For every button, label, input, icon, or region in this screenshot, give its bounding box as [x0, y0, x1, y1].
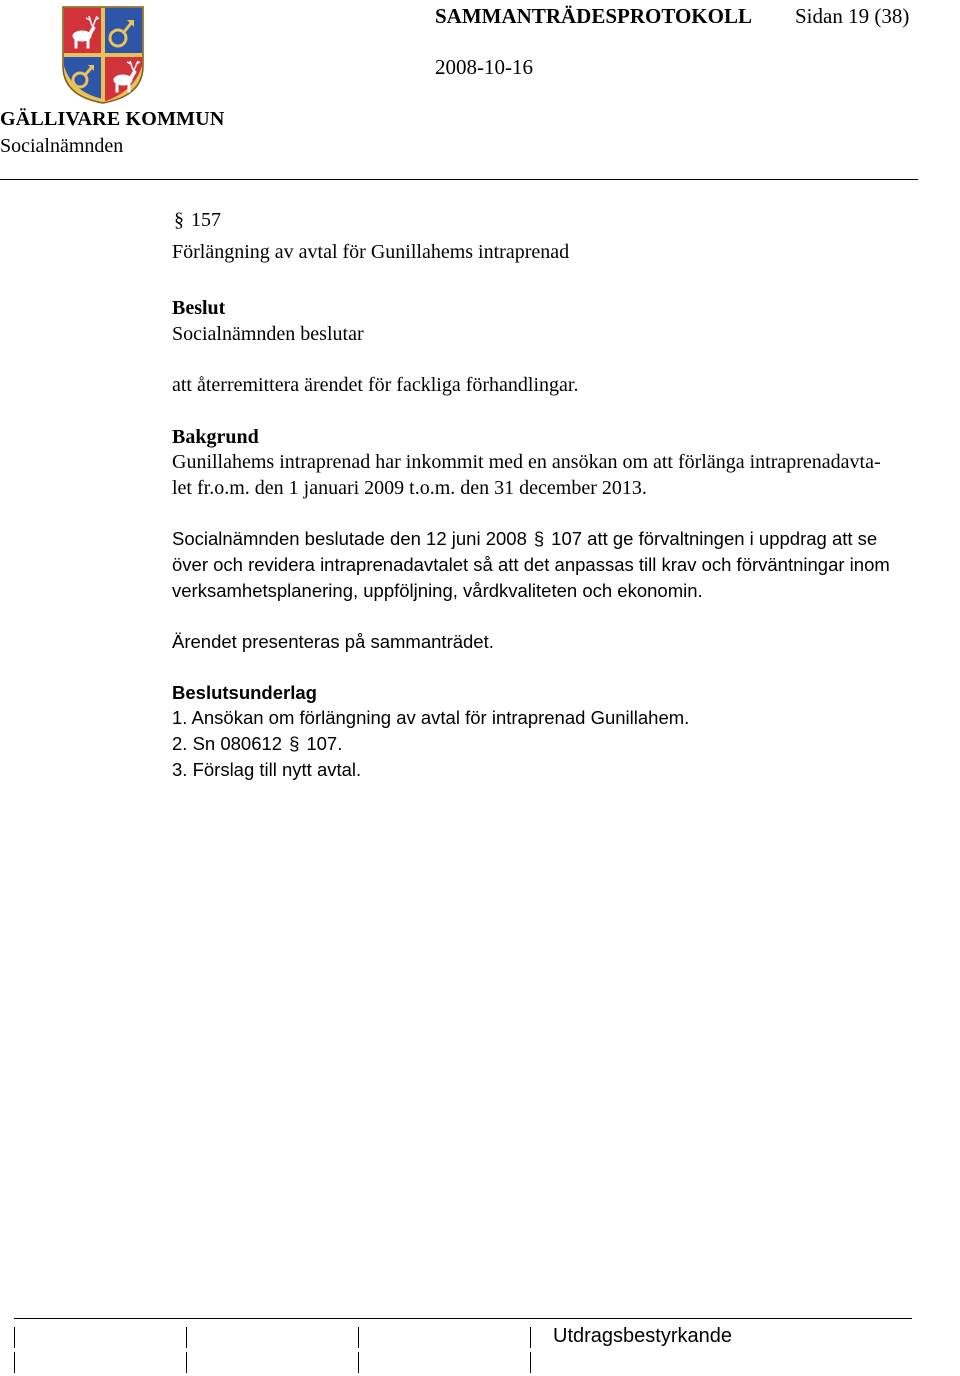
background-paragraph-2-line-3: verksamhetsplanering, uppföljning, vårdkvaliteten och ekonomin.: [172, 580, 703, 601]
section-sign-icon: §: [289, 733, 300, 754]
background-paragraph-2-line-1: Socialnämnden beslutade den 12 juni 2008 § 107 att ge förvaltningen i uppdrag att se: [172, 526, 877, 552]
decision-intro: Socialnämnden beslutar: [172, 323, 364, 345]
document-item-1: 1. Ansökan om förlängning av avtal för intraprenad Gunillahem.: [172, 707, 690, 728]
section-number: § 157: [174, 209, 221, 231]
coat-of-arms-logo: [62, 6, 144, 104]
certification-label: Utdragsbestyrkande: [553, 1325, 732, 1347]
signature-box-divider: [530, 1327, 531, 1348]
signature-box-divider: [186, 1352, 187, 1373]
department-name: Socialnämnden: [0, 135, 124, 157]
signature-box-divider: [186, 1327, 187, 1348]
background-heading: Bakgrund: [172, 426, 259, 448]
decision-heading: Beslut: [172, 297, 226, 319]
documents-heading: Beslutsunderlag: [172, 682, 317, 703]
section-sign-icon: §: [174, 209, 184, 231]
signature-box-divider: [358, 1327, 359, 1348]
header-divider: [0, 179, 918, 180]
document-item-2: 2. Sn 080612 § 107.: [172, 731, 342, 757]
background-paragraph-3: Ärendet presenteras på sammanträdet.: [172, 631, 494, 652]
footer-divider: [14, 1318, 912, 1319]
section-sign-icon: §: [533, 528, 545, 549]
meeting-date: 2008-10-16: [435, 55, 533, 79]
background-line-1: Gunillahems intraprenad har inkommit med en ansökan om att förlänga intraprenadavta-: [172, 451, 881, 473]
document-type: SAMMANTRÄDESPROTOKOLL: [435, 4, 752, 28]
background-line-2: let fr.o.m. den 1 januari 2009 t.o.m. den 31 december 2013.: [172, 477, 647, 499]
background-paragraph-2-line-2: över och revidera intraprenadavtalet så att det anpassas till krav och förväntningar inom: [172, 554, 890, 575]
signature-box-divider: [530, 1352, 531, 1373]
signature-box-divider: [14, 1327, 15, 1348]
section-title: Förlängning av avtal för Gunillahems intraprenad: [172, 241, 570, 263]
decision-text: att återremittera ärendet för fackliga förhandlingar.: [172, 374, 579, 396]
signature-box-divider: [358, 1352, 359, 1373]
signature-box-divider: [14, 1352, 15, 1373]
municipality-name: GÄLLIVARE KOMMUN: [0, 108, 225, 130]
page-number: Sidan 19 (38): [795, 4, 910, 28]
document-item-3: 3. Förslag till nytt avtal.: [172, 759, 362, 780]
